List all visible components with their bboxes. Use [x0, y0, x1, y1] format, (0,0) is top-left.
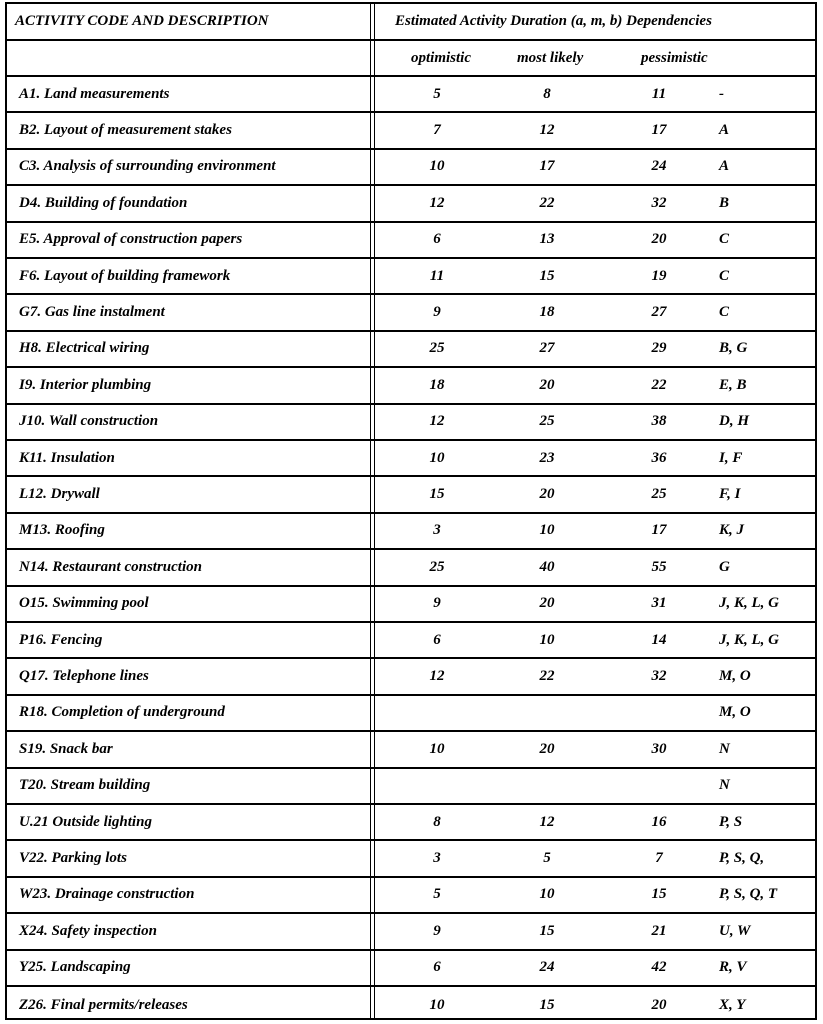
most-likely-value: 12 — [539, 122, 555, 139]
header-pessimistic: pessimistic — [641, 49, 708, 66]
table-row — [7, 951, 815, 987]
dependencies-value: X, Y — [719, 996, 746, 1013]
optimistic-value: 9 — [433, 595, 441, 612]
optimistic-value — [407, 769, 467, 803]
header-activity: ACTIVITY CODE AND DESCRIPTION — [15, 13, 269, 29]
most-likely-value — [507, 696, 587, 730]
activity-description: P16. Fencing — [19, 631, 103, 648]
optimistic-value: 9 — [433, 304, 441, 321]
activity-description: F6. Layout of building framework — [19, 267, 231, 284]
most-likely-value: 22 — [539, 194, 555, 211]
most-likely-value: 10 — [539, 631, 555, 648]
table-row — [7, 659, 815, 695]
optimistic-value: 12 — [429, 194, 445, 211]
dependencies-value: J, K, L, G — [719, 595, 779, 612]
dependencies-value: A — [719, 158, 730, 175]
pessimistic-value: 11 — [651, 85, 667, 102]
dependencies-value: P, S, Q, T — [719, 886, 778, 903]
activity-description: H8. Electrical wiring — [19, 340, 150, 357]
table-row — [7, 477, 815, 513]
dependencies-value: M, O — [719, 668, 751, 685]
dependencies-value: P, S — [719, 813, 743, 830]
optimistic-value: 10 — [429, 449, 445, 466]
optimistic-value: 3 — [433, 522, 441, 539]
table-row — [7, 769, 815, 805]
optimistic-value: 6 — [433, 631, 441, 648]
pessimistic-value: 22 — [651, 376, 667, 393]
pessimistic-value — [629, 769, 689, 803]
dependencies-value: M, O — [719, 704, 751, 721]
activity-description: R18. Completion of underground — [19, 704, 225, 721]
activity-description: E5. Approval of construction papers — [19, 231, 243, 248]
optimistic-value: 5 — [433, 85, 441, 102]
optimistic-value — [407, 696, 467, 730]
table-row — [7, 550, 815, 586]
most-likely-value: 22 — [539, 668, 555, 685]
table-row — [7, 696, 815, 732]
activity-description: B2. Layout of measurement stakes — [19, 122, 232, 139]
table-row — [7, 987, 815, 1023]
most-likely-value: 15 — [539, 267, 555, 284]
dependencies-value: C — [719, 267, 730, 284]
table-row — [7, 113, 815, 149]
dependencies-value: N — [719, 777, 730, 794]
pessimistic-value — [629, 696, 689, 730]
dependencies-value: P, S, Q, — [719, 850, 765, 867]
pessimistic-value: 16 — [651, 813, 667, 830]
most-likely-value: 40 — [539, 558, 555, 575]
optimistic-value: 25 — [429, 340, 445, 357]
most-likely-value: 15 — [539, 922, 555, 939]
most-likely-value: 12 — [539, 813, 555, 830]
activity-description: V22. Parking lots — [19, 850, 127, 867]
optimistic-value: 12 — [429, 413, 445, 430]
pessimistic-value: 27 — [651, 304, 667, 321]
optimistic-value: 25 — [429, 558, 445, 575]
activity-description: I9. Interior plumbing — [19, 376, 152, 393]
activity-description: M13. Roofing — [19, 522, 105, 539]
pessimistic-value: 55 — [651, 558, 667, 575]
optimistic-value: 18 — [429, 376, 445, 393]
activity-description: J10. Wall construction — [19, 413, 159, 430]
most-likely-value: 23 — [539, 449, 555, 466]
most-likely-value: 10 — [539, 522, 555, 539]
activity-description: W23. Drainage construction — [19, 886, 195, 903]
dependencies-value: G — [719, 558, 730, 575]
activity-description: K11. Insulation — [19, 449, 115, 466]
pessimistic-value: 38 — [651, 413, 667, 430]
table-row — [7, 623, 815, 659]
subheader-row — [7, 41, 815, 77]
most-likely-value: 20 — [539, 376, 555, 393]
table-row — [7, 332, 815, 368]
optimistic-value: 11 — [429, 267, 445, 284]
most-likely-value: 15 — [539, 996, 555, 1013]
dependencies-value: J, K, L, G — [719, 631, 779, 648]
table-row — [7, 805, 815, 841]
pessimistic-value: 32 — [651, 194, 667, 211]
table-row — [7, 186, 815, 222]
dependencies-value: R, V — [719, 959, 747, 976]
table-row — [7, 295, 815, 331]
table-row — [7, 514, 815, 550]
activity-description: A1. Land measurements — [19, 85, 170, 102]
dependencies-value: C — [719, 231, 730, 248]
activity-description: G7. Gas line instalment — [19, 304, 165, 321]
dependencies-value: - — [719, 85, 724, 102]
pessimistic-value: 32 — [651, 668, 667, 685]
most-likely-value: 17 — [539, 158, 555, 175]
optimistic-value: 7 — [433, 122, 441, 139]
dependencies-value: C — [719, 304, 730, 321]
most-likely-value: 24 — [539, 959, 555, 976]
optimistic-value: 10 — [429, 158, 445, 175]
activity-description: Y25. Landscaping — [19, 959, 131, 976]
activity-description: L12. Drywall — [19, 486, 100, 503]
most-likely-value: 20 — [539, 740, 555, 757]
optimistic-value: 6 — [433, 959, 441, 976]
activity-description: C3. Analysis of surrounding environment — [19, 158, 276, 175]
header-row — [7, 4, 815, 41]
pessimistic-value: 21 — [651, 922, 667, 939]
optimistic-value: 10 — [429, 740, 445, 757]
pessimistic-value: 20 — [651, 231, 667, 248]
most-likely-value: 5 — [543, 850, 551, 867]
dependencies-value: F, I — [719, 486, 741, 503]
header-most-likely: most likely — [517, 49, 584, 66]
activity-description: D4. Building of foundation — [19, 194, 188, 211]
most-likely-value: 8 — [543, 85, 551, 102]
pessimistic-value: 30 — [651, 740, 667, 757]
activity-description: N14. Restaurant construction — [19, 558, 202, 575]
table-row — [7, 878, 815, 914]
dependencies-value: B, G — [719, 340, 748, 357]
activity-description: O15. Swimming pool — [19, 595, 149, 612]
optimistic-value: 3 — [433, 850, 441, 867]
table-row — [7, 914, 815, 950]
most-likely-value: 25 — [539, 413, 555, 430]
activity-description: Q17. Telephone lines — [19, 668, 149, 685]
table-row — [7, 441, 815, 477]
activity-description: T20. Stream building — [19, 777, 151, 794]
table-row — [7, 368, 815, 404]
dependencies-value: N — [719, 740, 730, 757]
pessimistic-value: 42 — [651, 959, 667, 976]
pessimistic-value: 24 — [651, 158, 667, 175]
pessimistic-value: 29 — [651, 340, 667, 357]
header-optimistic: optimistic — [411, 49, 471, 66]
table-row — [7, 223, 815, 259]
table-row — [7, 150, 815, 186]
pessimistic-value: 15 — [651, 886, 667, 903]
table-row — [7, 259, 815, 295]
optimistic-value: 10 — [429, 996, 445, 1013]
dependencies-value: U, W — [719, 922, 751, 939]
pessimistic-value: 14 — [651, 631, 667, 648]
pessimistic-value: 17 — [651, 122, 667, 139]
optimistic-value: 12 — [429, 668, 445, 685]
pessimistic-value: 25 — [651, 486, 667, 503]
table-row — [7, 405, 815, 441]
pessimistic-value: 19 — [651, 267, 667, 284]
activity-table — [5, 2, 817, 1020]
optimistic-value: 15 — [429, 486, 445, 503]
most-likely-value: 10 — [539, 886, 555, 903]
most-likely-value: 27 — [539, 340, 555, 357]
activity-description: X24. Safety inspection — [19, 922, 157, 939]
optimistic-value: 9 — [433, 922, 441, 939]
pessimistic-value: 36 — [651, 449, 667, 466]
optimistic-value: 8 — [433, 813, 441, 830]
pessimistic-value: 31 — [651, 595, 667, 612]
most-likely-value: 20 — [539, 486, 555, 503]
activity-description: U.21 Outside lighting — [19, 813, 152, 830]
dependencies-value: I, F — [719, 449, 743, 466]
table-row — [7, 841, 815, 877]
most-likely-value: 18 — [539, 304, 555, 321]
pessimistic-value: 7 — [655, 850, 663, 867]
header-estimates: Estimated Activity Duration (a, m, b) Dependencies — [395, 13, 712, 29]
optimistic-value: 5 — [433, 886, 441, 903]
dependencies-value: D, H — [719, 413, 749, 430]
activity-description: Z26. Final permits/releases — [19, 996, 188, 1013]
most-likely-value — [507, 769, 587, 803]
most-likely-value: 20 — [539, 595, 555, 612]
table-row — [7, 732, 815, 768]
most-likely-value: 13 — [539, 231, 555, 248]
dependencies-value: A — [719, 122, 730, 139]
table-row — [7, 587, 815, 623]
pessimistic-value: 20 — [651, 996, 667, 1013]
dependencies-value: B — [719, 194, 730, 211]
dependencies-value: K, J — [719, 522, 745, 539]
pessimistic-value: 17 — [651, 522, 667, 539]
activity-description: S19. Snack bar — [19, 740, 113, 757]
dependencies-value: E, B — [719, 376, 747, 393]
optimistic-value: 6 — [433, 231, 441, 248]
table-row — [7, 77, 815, 113]
